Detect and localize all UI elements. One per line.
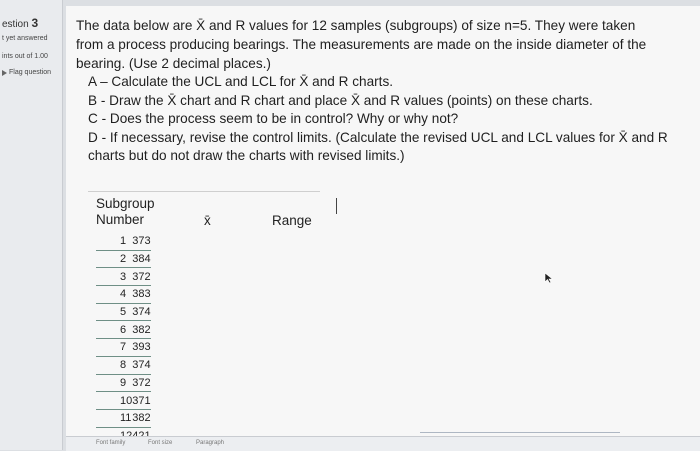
range-cell: 4 [145,303,151,321]
range-cell: 1 [145,392,151,410]
table-row [96,409,151,427]
subgroup-number-cell: 10 [96,392,132,410]
question-item-b: B - Draw the X̄ chart and R chart and place X̄ and R values (points) on these charts. [88,92,593,108]
question-item-a: A – Calculate the UCL and LCL for X̄ and R charts. [88,74,394,89]
table-row [96,250,151,268]
xbar-cell: 38 [132,286,144,304]
question-content [66,6,700,450]
table-row [96,339,151,357]
question-intro-line-3: bearing. (Use 2 decimal places.) [76,56,271,71]
paragraph-select[interactable]: Paragraph [196,440,225,446]
question-marks: ints out of 1.00 [2,53,48,60]
table-row [96,321,151,339]
question-item-c: C - Does the process seem to be in control? Why or why not? [88,111,459,126]
font-family-select[interactable]: Font family [96,440,126,446]
subgroup-number-header [96,196,155,228]
editor-border [420,432,620,433]
question-info-panel [0,0,63,450]
range-cell: 3 [145,286,151,304]
table-top-rule [88,191,320,192]
xbar-cell: 37 [132,268,144,286]
subgroup-number-cell: 7 [96,339,132,357]
xbar-header: x̄ [204,213,211,228]
question-item-d-line-1: D - If necessary, revise the control limits. (Calculate the revised UCL and LCL values for X̄ and R [88,129,668,145]
question-label [2,16,38,30]
data-table [96,233,151,445]
subgroup-number-cell: 6 [96,321,132,339]
xbar-cell: 37 [132,303,144,321]
subgroup-header-line-1: Subgroup [96,196,155,211]
range-cell: 4 [145,356,151,374]
subgroup-number-cell: 1 [96,233,132,250]
mouse-pointer-icon [544,272,554,284]
table-row [96,303,151,321]
subgroup-number-cell: 9 [96,374,132,392]
flag-question-link[interactable] [2,69,51,76]
xbar-cell: 37 [132,392,144,410]
subgroup-header-line-2: Number [96,212,145,227]
range-header: Range [272,213,312,228]
range-cell: 3 [145,339,151,357]
flag-question-label: Flag question [9,69,52,76]
table-row [96,286,151,304]
xbar-cell: 37 [132,374,144,392]
table-row [96,233,151,250]
question-intro-line-1: The data below are X̄ and R values for 12 samples (subgroups) of size n=5. They were taken [76,18,636,33]
table-row [96,392,151,410]
xbar-cell: 39 [132,339,144,357]
question-intro-line-2: from a process producing bearings. The measurements are made on the inside diameter of the [76,37,647,52]
subgroup-number-cell: 4 [96,286,132,304]
subgroup-number-cell: 8 [96,356,132,374]
range-cell: 2 [145,268,151,286]
range-cell: 2 [145,409,151,427]
subgroup-number-cell: 3 [96,268,132,286]
range-cell: 4 [145,250,151,268]
flag-icon [2,70,7,76]
font-size-select[interactable]: Font size [148,440,173,446]
xbar-cell: 38 [132,409,144,427]
xbar-cell: 37 [132,356,144,374]
answer-status: t yet answered [2,35,48,42]
range-cell: 2 [145,374,151,392]
range-cell: 2 [145,321,151,339]
subgroup-number-cell: 5 [96,303,132,321]
editor-toolbar [66,436,700,451]
xbar-cell: 37 [132,233,144,250]
text-cursor [336,198,337,214]
question-label-text: estion [2,19,29,30]
question-text [76,16,691,166]
question-item-d-line-2: charts but do not draw the charts with revised limits.) [88,148,405,163]
subgroup-number-cell: 2 [96,250,132,268]
subgroup-number-cell: 11 [96,409,132,427]
question-number: 3 [31,16,39,30]
xbar-cell: 38 [132,321,144,339]
range-cell: 3 [145,233,151,250]
table-row [96,268,151,286]
xbar-cell: 38 [132,250,144,268]
table-row [96,356,151,374]
table-row [96,374,151,392]
